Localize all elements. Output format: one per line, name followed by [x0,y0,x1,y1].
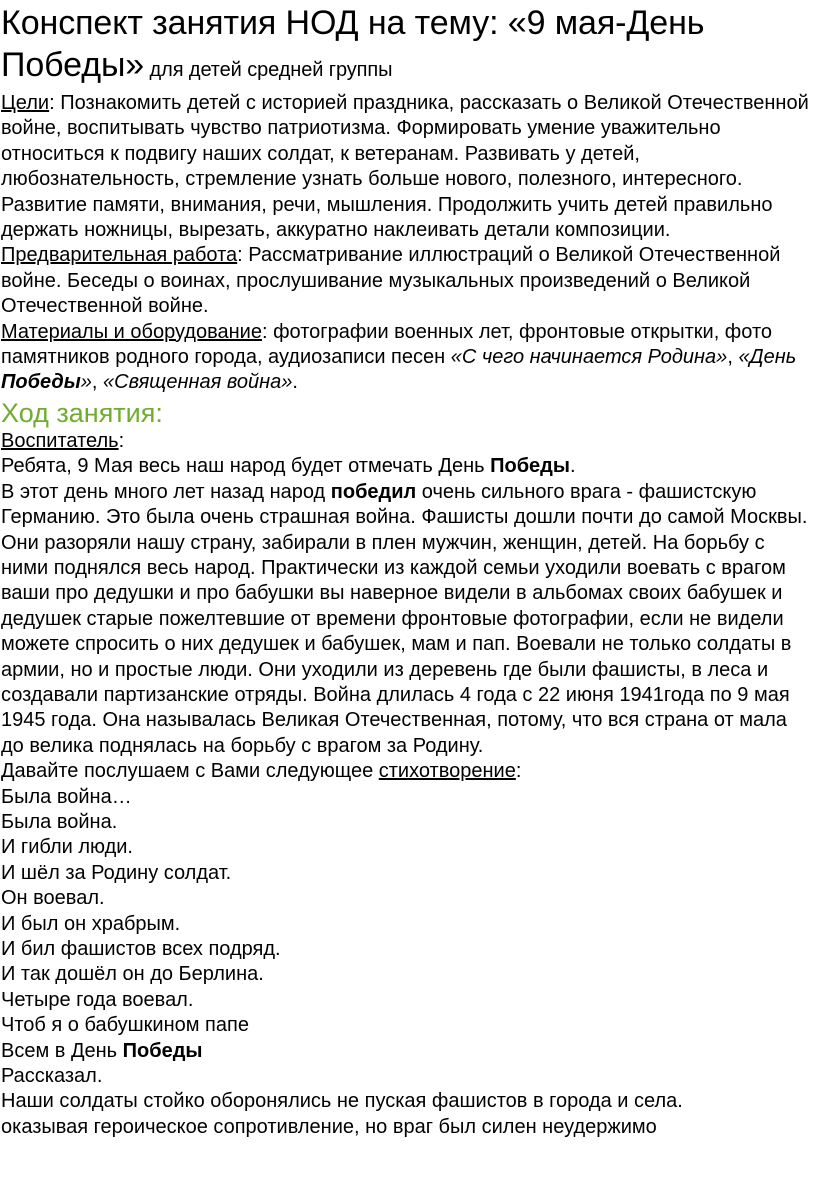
song-title-2-bold: Победы [1,371,81,394]
poem-intro [1,759,812,784]
intro-post: . [569,455,576,478]
materials-sep-2: , [91,371,104,394]
poem-line: Была война… [1,785,132,808]
song-title-2-pre: «День [738,346,797,369]
poem-line: Была война. [1,810,118,833]
lesson-heading: Ход занятия: [1,397,163,428]
poem-line: Чтоб я о бабушкином папе [1,1014,249,1037]
song-title-3: «Священная война» [103,371,293,394]
prep-paragraph [1,243,812,319]
story-paragraph [1,480,812,759]
intro-bold: Победы [490,455,570,478]
poem-line-bold: Победы [122,1039,203,1062]
poem-line: И был он храбрым. [1,912,181,935]
closing-line: Наши солдаты стойко оборонялись не пуская фашистов в города и села. [1,1090,683,1113]
title-main: Конспект занятия НОД на тему: «9 мая-День Победы» [1,4,705,84]
intro-paragraph [1,454,812,479]
materials-paragraph [1,320,812,396]
song-title-2-post: » [80,371,92,394]
title-subtitle: для детей средней группы [144,59,393,81]
teacher-line [1,429,812,454]
poem-link[interactable]: стихотворение [378,760,516,783]
poem-line: И бил фашистов всех подряд. [1,938,281,960]
poem-line: И так дошёл он до Берлина. [1,963,264,986]
story-post: очень сильного врага - фашистскую Германию. Это была очень страшная война. Фашисты дошли почти до самой Москвы. Они разоряли нашу страну, забирали в плен мужчин, женщин, детей. На борьбу с ними поднялся весь народ. Практически из каждой семьи уходили воевать с врагом ваши про дедушки и про бабушки вы наверное видели в альбомах своих бабушек и дедушек старые пожелтевшие от времени фронтовые фотографии, если не видели можете спросить о них дедушек и бабушек, мам и пап. Воевали не только солдаты в армии, но и простые люди. Они уходили из деревень где были фашисты, в леса и создавали партизанские отряды. Война длилась 4 года с 22 июня 1941года по 9 мая 1945 года. Она называлась Великая Отечественная, потому, что вся страна от мала до велика поднялась на борьбу с врагом за Родину. [1,480,808,757]
poem-intro-post: : [515,760,522,783]
poem-line: Рассказал. [1,1065,103,1088]
goals-text: : Познакомить детей с историей праздника, рассказать о Великой Отечественной войне, воспитывать чувство патриотизма. Формировать умение уважительно относиться к подвигу наших солдат, к ветеранам. Развивать у детей, любознательность, стремление узнать больше нового, полезного, интересного. Развитие памяти, внимания, речи, мышления. Продолжить учить детей правильно держать ножницы, вырезать, аккуратно наклеивать детали композиции. [1,92,809,242]
intro-pre: Ребята, 9 Мая весь наш народ будет отмечать День [1,455,491,478]
materials-text: : фотографии военных лет, фронтовые открытки, фото памятников родного города, аудиозаписи песен [1,320,772,369]
materials-sep-1: , [727,346,739,369]
prep-label: Предварительная работа [1,244,238,267]
poem-line: Четыре года воевал. [1,988,194,1011]
goals-label: Цели [1,92,50,114]
goals-paragraph [1,91,812,243]
materials-end: . [292,371,298,394]
teacher-label: Воспитатель [1,429,119,452]
prep-text: : Рассматривание иллюстраций о Великой Отечественной войне. Беседы о воинах, прослушивание музыкальных произведений о Великой Отечественной войне. [1,244,781,318]
document-title [1,2,812,91]
poem-intro-pre: Давайте послушаем с Вами следующее [1,760,379,783]
poem-line [1,1039,812,1064]
materials-label: Материалы и оборудование [1,320,262,343]
song-title-1: «С чего начинается Родина» [450,346,728,369]
poem-line: И гибли люди. [1,836,133,859]
story-bold: победил [330,480,417,503]
teacher-colon: : [118,429,125,452]
poem-line-pre: Всем в День [1,1039,123,1062]
story-pre: В этот день много лет назад народ [1,480,331,503]
closing-line: оказывая героическое сопротивление, но враг был силен неудержимо [1,1115,657,1138]
poem-line: И шёл за Родину солдат. [1,861,232,884]
poem-line: Он воевал. [1,887,105,910]
